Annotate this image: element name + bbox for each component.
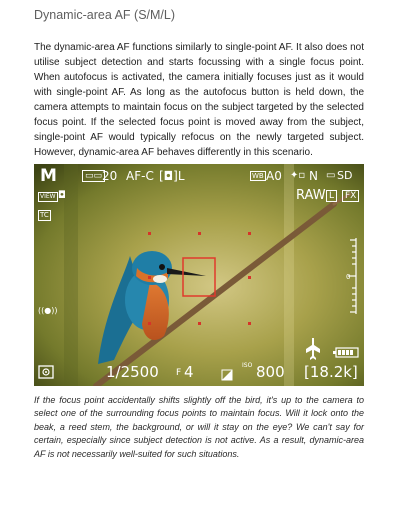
- bird-throat: [153, 275, 167, 283]
- exposure-scale-zero: 0: [346, 273, 351, 281]
- white-balance-icon: WB: [252, 172, 264, 180]
- shooting-mode: M: [40, 166, 57, 186]
- shutter-speed: 1/2500: [106, 363, 159, 381]
- image-quality: RAW: [296, 188, 326, 203]
- touch-control-icon: TC: [40, 211, 49, 219]
- release-mode-icon: ▭▭: [82, 170, 105, 182]
- white-balance: A0: [266, 169, 282, 183]
- release-mode-count: 20: [102, 169, 118, 183]
- af-area-mode: [◘]L: [159, 169, 185, 183]
- picture-control: N: [309, 169, 318, 183]
- iso-value: 800: [256, 363, 285, 381]
- camera-icon: ◘: [58, 190, 66, 201]
- bird-eye: [159, 264, 165, 270]
- af-point: [198, 232, 201, 235]
- crop-icon: FX: [342, 190, 359, 202]
- memory-card-icon: ▭: [326, 170, 336, 181]
- view-mode-icon: VIEW: [40, 193, 56, 200]
- camera-viewfinder: [34, 164, 364, 386]
- af-point: [148, 232, 151, 235]
- figure-caption: If the focus point accidentally shifts slightly off the bird, it's up to the camera to select one of the surrounding focus points to maintain focus. Will it lock onto the beak, a reed stem, the background, or will it stay on the eye? We can't say for certain, especially since subject detection is not active. As a result, dynamic-area AF is not necessarily well-suited for such situations.: [34, 395, 364, 459]
- af-point: [248, 322, 251, 325]
- reed-blur: [284, 164, 294, 386]
- iso-label: ISO: [242, 362, 253, 369]
- image-size: L: [326, 190, 337, 202]
- vibration-reduction-icon: ((●)): [38, 306, 58, 315]
- reed-blur: [64, 164, 78, 386]
- af-point: [198, 322, 201, 325]
- af-point: [248, 232, 251, 235]
- aperture: 4: [184, 363, 194, 381]
- section-body: The dynamic-area AF functions similarly to single-point AF. It also does not utilise subject detection and starts focussing with a single focus point. When autofocus is activated, the camera initially focuses just as it would with single-point AF. As long as the autofocus button is held down, the camera attempts to maintain focus on the subject targeted by the selected focus point. If the selected focus point is moved away from the subject, single-point AF would typically refocus on the newly targeted subject. However, dynamic-area AF behaves differently in this scenario.: [34, 42, 364, 158]
- af-point: [148, 322, 151, 325]
- aperture-prefix: F: [176, 368, 182, 378]
- section-heading: Dynamic-area AF (S/M/L): [34, 8, 176, 22]
- shots-remaining: [18.2k]: [304, 363, 358, 381]
- af-point: [148, 276, 151, 279]
- af-mode: AF-C: [126, 169, 154, 183]
- memory-card: SD: [337, 169, 353, 182]
- picture-control-icon: ✦▫: [290, 170, 306, 181]
- af-point: [248, 276, 251, 279]
